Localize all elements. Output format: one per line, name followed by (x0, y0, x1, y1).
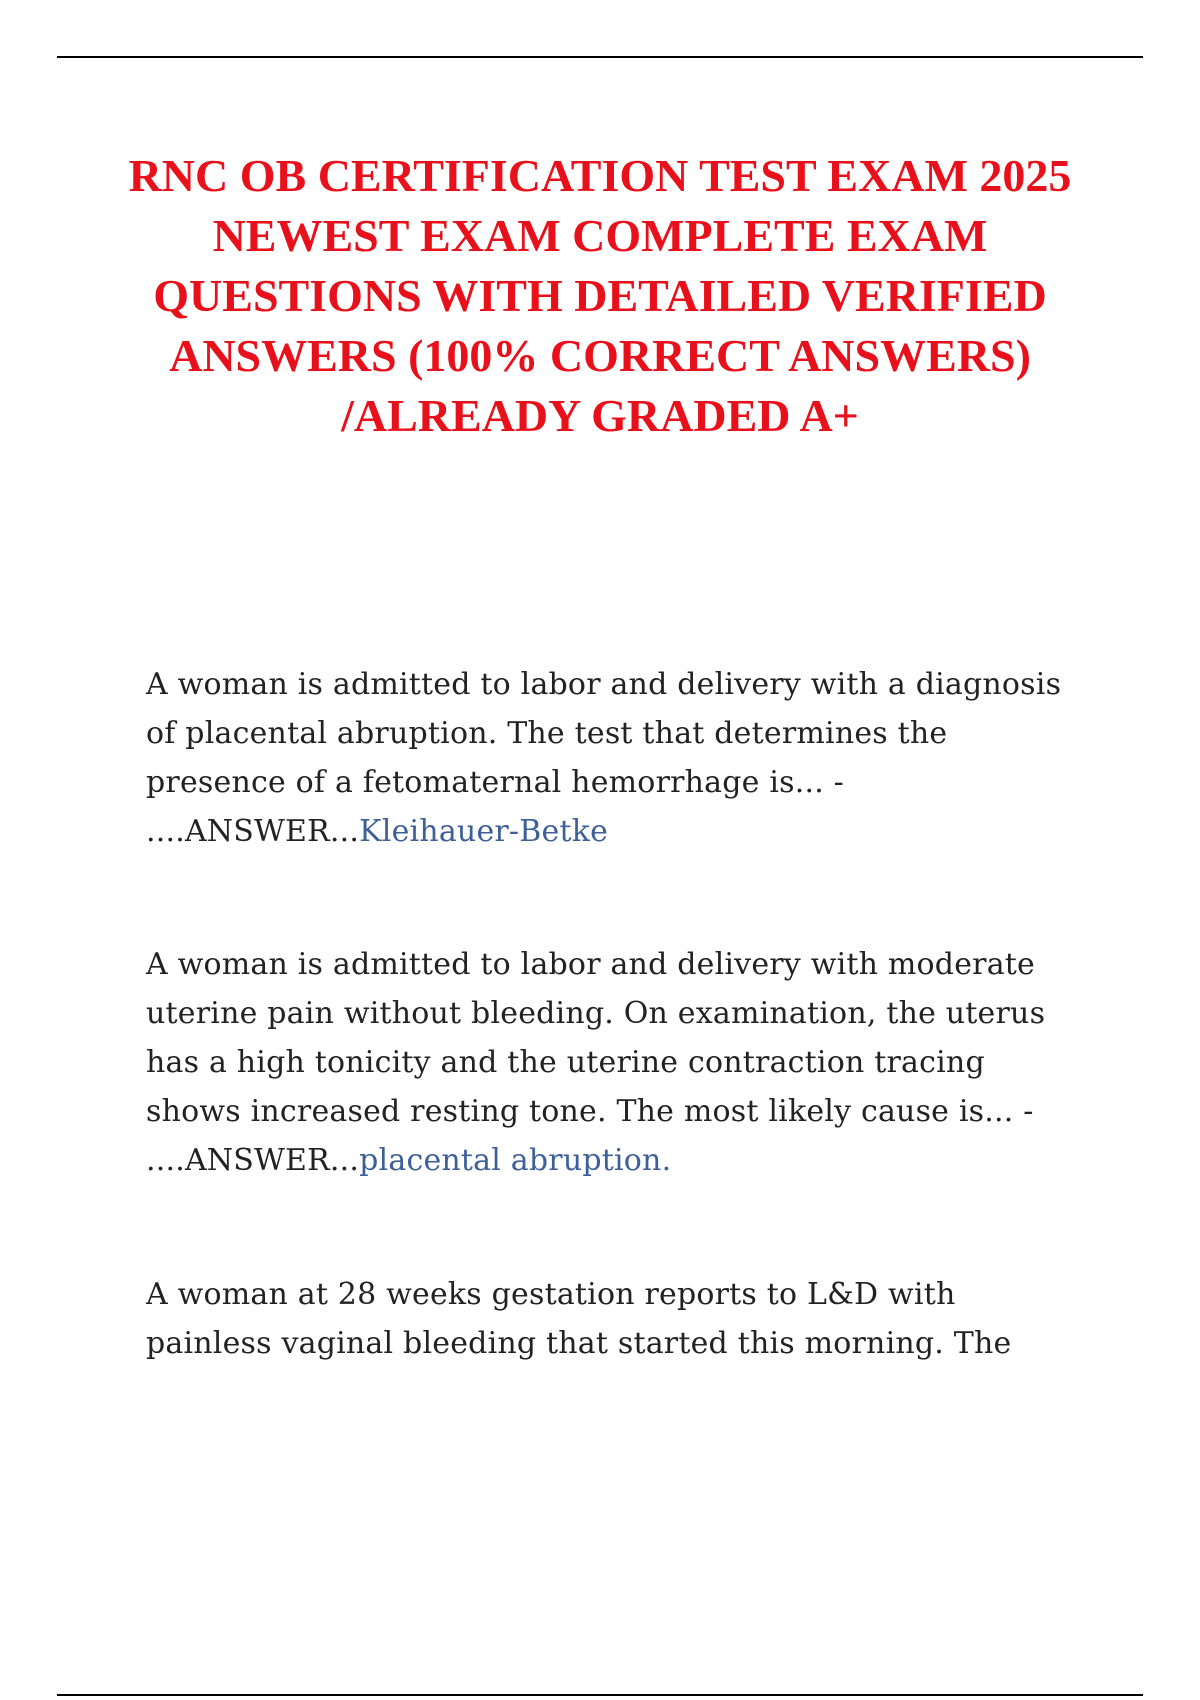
answer-text-1: Kleihauer-Betke (359, 814, 609, 849)
question-block-1 (146, 660, 1086, 856)
bottom-divider (57, 1694, 1143, 1696)
question-text-2: A woman is admitted to labor and delivery with moderate uterine pain without bleeding. On examination, the uterus has a high tonicity and the uterine contraction tracing shows increased resting tone. The most likely cause is... - ....ANSWER... (146, 947, 1046, 1178)
document-title: RNC OB CERTIFICATION TEST EXAM 2025 NEWEST EXAM COMPLETE EXAM QUESTIONS WITH DETAILED VERIFIED ANSWERS (100% CORRECT ANSWERS) /ALREADY GRADED A+ (128, 150, 1072, 441)
question-text-1: A woman is admitted to labor and delivery with a diagnosis of placental abruption. The test that determines the presence of a fetomaternal hemorrhage is... - ....ANSWER... (146, 667, 1062, 849)
question-block-2 (146, 940, 1086, 1185)
question-text-3: A woman at 28 weeks gestation reports to L&D with painless vaginal bleeding that started this morning. The (146, 1277, 1012, 1361)
question-block-3 (146, 1270, 1086, 1368)
answer-text-2: placental abruption. (359, 1143, 672, 1178)
top-divider (57, 56, 1143, 58)
